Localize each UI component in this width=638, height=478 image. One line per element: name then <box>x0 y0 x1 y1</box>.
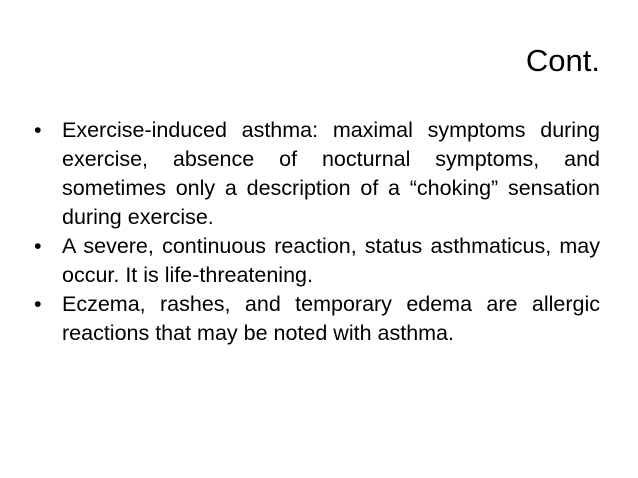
bullet-icon: • <box>34 234 42 258</box>
bullet-item <box>34 290 600 348</box>
bullet-text: A severe, continuous reaction, status asthmaticus, may occur. It is life-threatening. <box>62 234 600 287</box>
bullet-list <box>34 116 600 348</box>
bullet-text: Exercise-induced asthma: maximal symptoms during exercise, absence of nocturnal symptoms, and sometimes only a description of a “choking” sensation during exercise. <box>62 118 600 229</box>
slide-title: Cont. <box>525 43 600 78</box>
bullet-item <box>34 232 600 290</box>
bullet-icon: • <box>34 292 42 316</box>
bullet-text: Eczema, rashes, and temporary edema are allergic reactions that may be noted with asthma. <box>62 292 600 345</box>
bullet-icon: • <box>34 118 42 142</box>
bullet-item <box>34 116 600 232</box>
